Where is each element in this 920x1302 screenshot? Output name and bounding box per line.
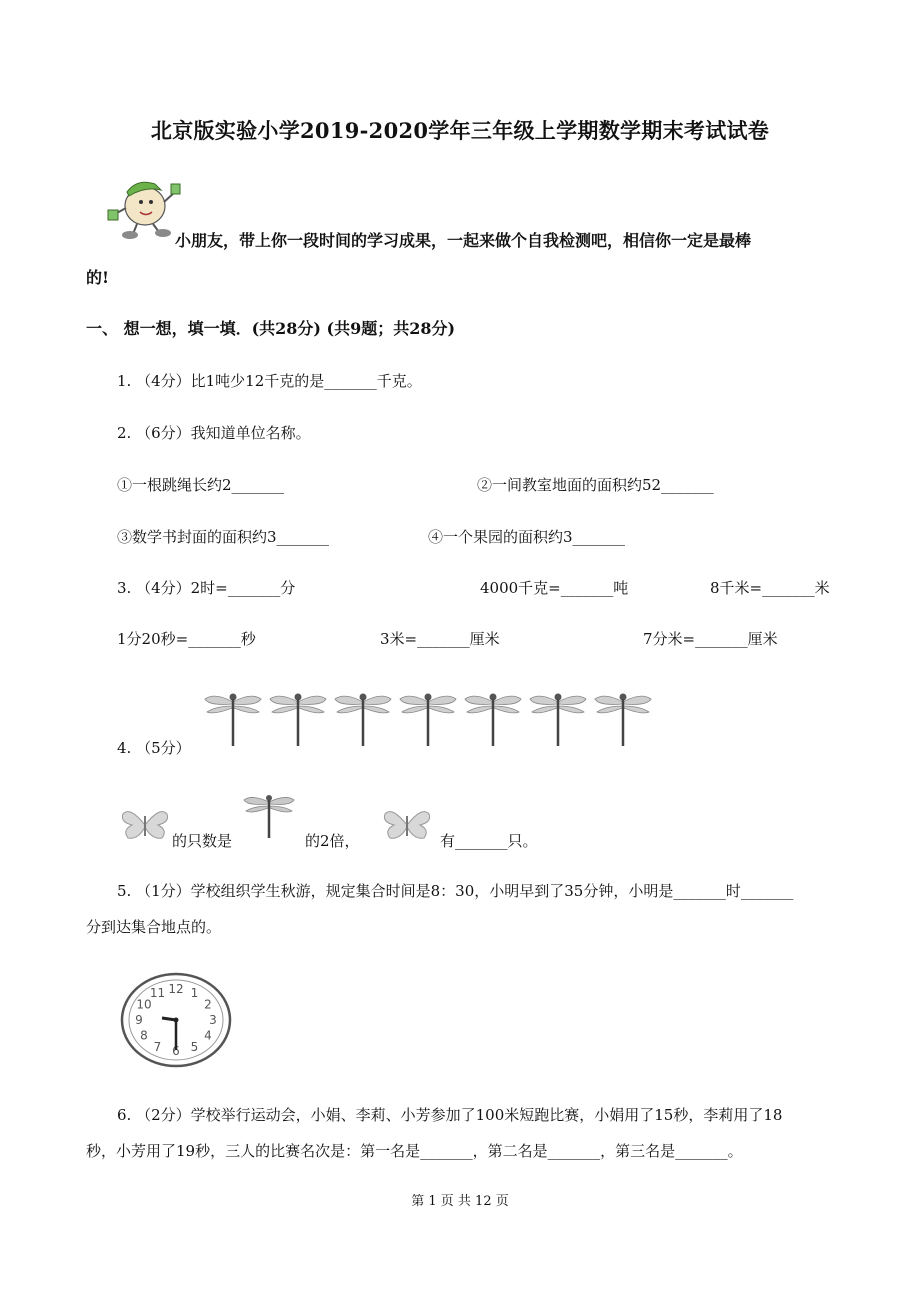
dragonfly-icon [268,690,328,748]
question-2-b: ②一间教室地面的面积约52_______ [477,476,714,494]
intro-line-2: 的! [86,268,110,287]
question-3-e: 3米=_______厘米 [380,630,500,648]
question-3-d: 1分20秒=_______秒 [117,630,256,648]
question-4-text-3: 有_______只。 [440,832,538,850]
butterfly-icon [120,808,170,842]
question-5-line-1: 5. （1分）学校组织学生秋游，规定集合时间是8：30，小明早到了35分钟，小明是_______时_______ [117,882,794,900]
question-6-line-1: 6. （2分）学校举行运动会，小娟、李莉、小芳参加了100米短跑比赛，小娟用了15秒，李莉用了18 [117,1106,783,1124]
butterfly-icon [382,808,432,842]
question-3-f: 7分米=_______厘米 [643,630,778,648]
question-3-b: 4000千克=_______吨 [480,579,629,597]
question-3-c: 8千米=_______米 [710,579,830,597]
dragonfly-icon [398,690,458,748]
clock-number: 4 [204,1028,212,1043]
question-5-line-2: 分到达集合地点的。 [86,918,222,936]
clock-number: 11 [149,986,166,1001]
clock-icon [120,972,232,1068]
dragonfly-icon [203,690,263,748]
clock-number: 12 [168,982,184,996]
question-4-stem: 4. （5分） [117,739,191,757]
page-title: 北京版实验小学2019-2020学年三年级上学期数学期末考试试卷 [150,118,770,143]
mascot-icon [105,172,185,242]
question-2-a: ①一根跳绳长约2_______ [117,476,285,494]
clock-number: 10 [136,997,152,1012]
dragonfly-icon [463,690,523,748]
clock-number: 3 [209,1013,217,1027]
question-2-d: ④一个果园的面积约3_______ [428,528,626,546]
question-1: 1. （4分）比1吨少12千克的是_______千克。 [117,372,422,390]
intro-line-1: 小朋友，带上你一段时间的学习成果，一起来做个自我检测吧，相信你一定是最棒 [175,231,752,250]
question-4-text-1: 的只数是 [172,832,233,850]
question-3-a: 3. （4分）2时=_______分 [117,579,296,597]
clock-number: 7 [153,1039,162,1054]
clock-number: 1 [190,986,199,1001]
question-2-stem: 2. （6分）我知道单位名称。 [117,424,311,442]
clock-number: 5 [190,1039,199,1054]
clock-number: 8 [140,1028,148,1043]
dragonfly-icon [528,690,588,748]
section-heading: 一、 想一想，填一填．(共28分) (共9题；共28分) [86,319,456,338]
question-4-text-2: 的2倍， [305,832,360,850]
dragonfly-icon [593,690,653,748]
page-footer: 第 1 页 共 12 页 [411,1194,509,1209]
dragonfly-icon [333,690,393,748]
clock-number: 9 [135,1013,143,1027]
question-2-c: ③数学书封面的面积约3_______ [117,528,330,546]
dragonfly-icon [242,792,296,840]
question-6-line-2: 秒，小芳用了19秒，三人的比赛名次是：第一名是_______，第二名是_______，第三名是_______。 [86,1142,743,1160]
clock-number: 6 [172,1044,180,1058]
clock-number: 2 [204,997,212,1012]
